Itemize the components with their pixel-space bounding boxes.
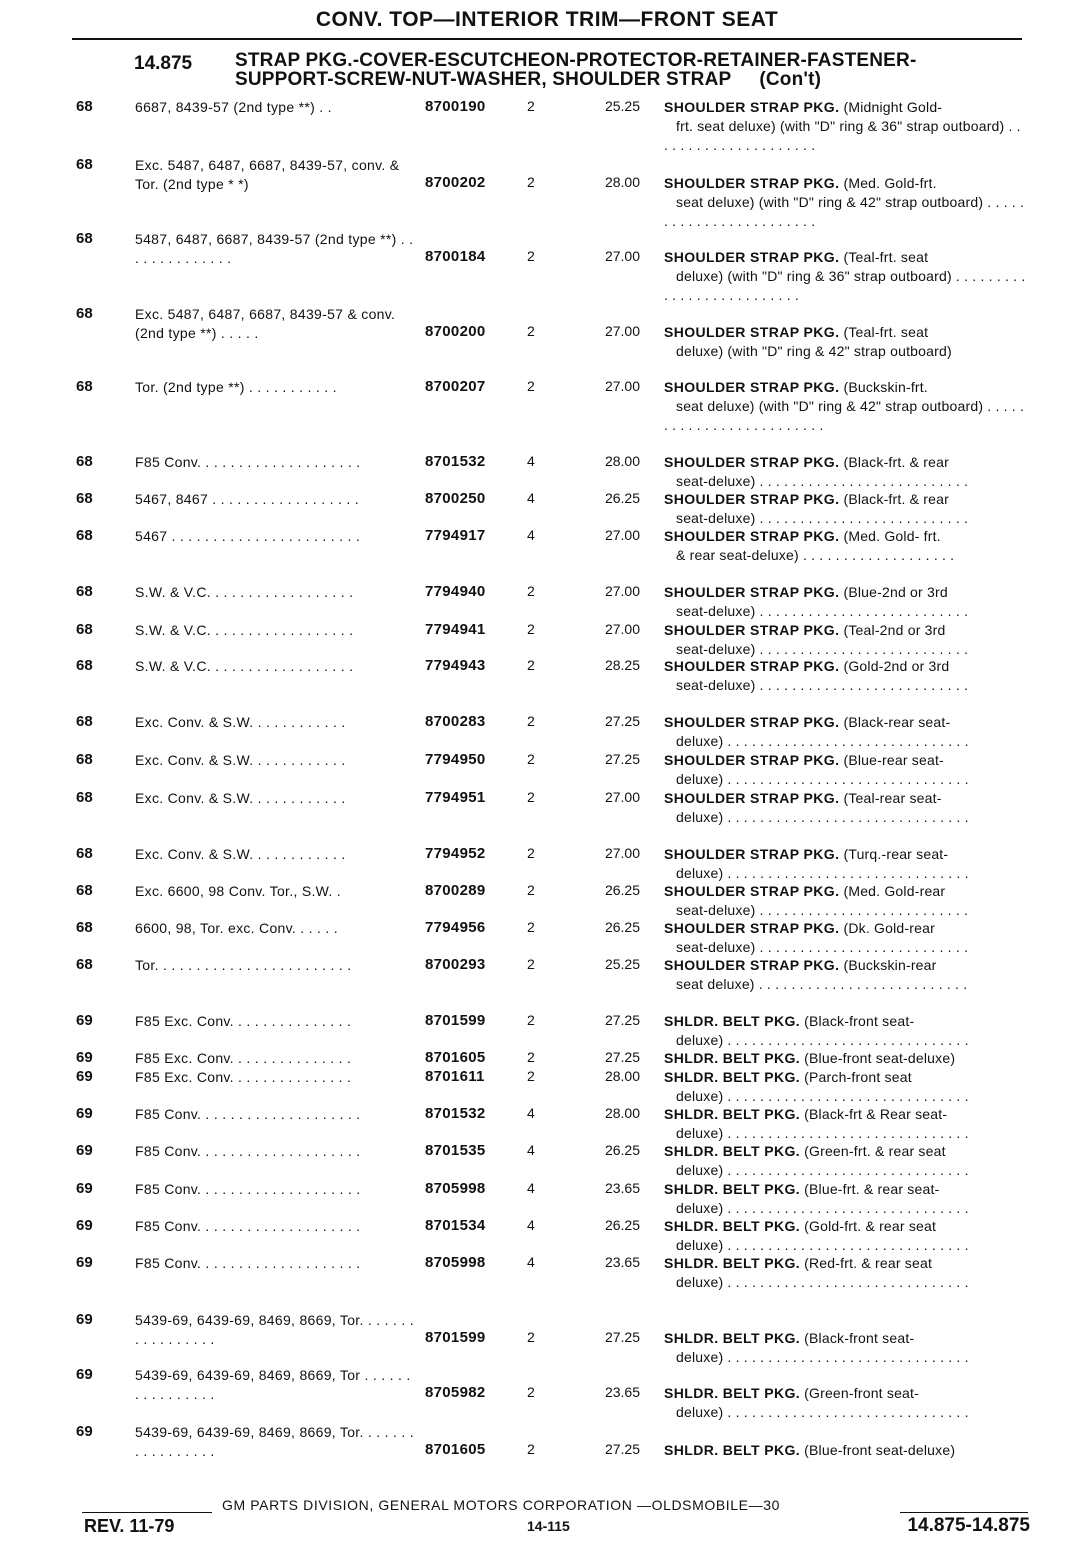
part-name: SHLDR. BELT PKG.: [664, 1255, 801, 1271]
model-applicability: F85 Conv. . . . . . . . . . . . . . . . . . . .: [135, 1255, 361, 1271]
model-applicability: S.W. & V.C. . . . . . . . . . . . . . . . . .: [135, 622, 354, 638]
quantity: 2: [527, 956, 535, 972]
model-applicability: F85 Conv. . . . . . . . . . . . . . . . . . . .: [135, 1218, 361, 1234]
table-row: [0, 789, 1092, 849]
part-number: 8705998: [425, 1254, 486, 1271]
model-year: 68: [76, 230, 93, 247]
part-description-detail: (Turq.-rear seat-: [843, 846, 949, 862]
quantity: 4: [527, 490, 535, 506]
part-number: 8700202: [425, 174, 486, 191]
price: 28.25: [604, 657, 640, 673]
price: 27.00: [604, 789, 640, 805]
part-description: [664, 1217, 1026, 1255]
price: 25.25: [604, 956, 640, 972]
model-year: 69: [76, 1254, 93, 1271]
part-name: SHLDR. BELT PKG.: [664, 1050, 801, 1066]
section-title: [235, 51, 1025, 89]
model-year: 68: [76, 713, 93, 730]
price: 27.00: [604, 845, 640, 861]
quantity: 4: [527, 1180, 535, 1196]
table-row: [0, 527, 1092, 587]
model-year: 68: [76, 453, 93, 470]
part-name: SHOULDER STRAP PKG.: [664, 883, 840, 899]
model-year: 68: [76, 657, 93, 674]
model-applicability: Exc. Conv. & S.W. . . . . . . . . . . .: [135, 846, 346, 862]
price: 27.25: [604, 1049, 640, 1065]
part-name: SHOULDER STRAP PKG.: [664, 379, 840, 395]
part-description-continuation: seat-deluxe) . . . . . . . . . . . . . . . . . . . . . . . . . .: [676, 473, 969, 489]
part-number: 8701534: [425, 1217, 486, 1234]
part-name: SHLDR. BELT PKG.: [664, 1181, 801, 1197]
model-year: 69: [76, 1012, 93, 1029]
part-description-detail: (Buckskin-rear: [843, 957, 937, 973]
part-description-continuation: deluxe) (with "D" ring & 36" strap outboard) . . . . . . . . . . . . . . . . . . . . . . . . . .: [664, 268, 1026, 303]
quantity: 2: [527, 98, 535, 114]
part-description-detail: (Midnight Gold-: [843, 99, 943, 115]
footer-rule-right: [900, 1512, 1028, 1513]
model-applicability: 5439-69, 6439-69, 8469, 8669, Tor . . . . . . . . . . . . . . . .: [135, 1367, 411, 1402]
quantity: 4: [527, 527, 535, 543]
model-applicability: 5439-69, 6439-69, 8469, 8669, Tor. . . . . . . . . . . . . . . . .: [135, 1312, 414, 1347]
part-number: 8701605: [425, 1441, 486, 1458]
section-title-line1: STRAP PKG.-COVER-ESCUTCHEON-PROTECTOR-RETAINER-FASTENER-: [235, 50, 917, 71]
part-description-detail: (Parch-front seat: [804, 1069, 912, 1085]
part-description: [664, 1441, 1026, 1460]
price: 26.25: [604, 919, 640, 935]
part-description: [664, 1254, 1026, 1292]
model-applicability: Exc. Conv. & S.W. . . . . . . . . . . .: [135, 752, 346, 768]
part-description: [664, 621, 1026, 659]
part-description: [664, 583, 1026, 621]
part-name: SHLDR. BELT PKG.: [664, 1330, 801, 1346]
part-description-continuation: frt. seat deluxe) (with "D" ring & 36" strap outboard) . . . . . . . . . . . . . . . . . . . . .: [664, 118, 1021, 153]
model-applicability: F85 Conv. . . . . . . . . . . . . . . . . . . .: [135, 1181, 361, 1197]
price: 23.65: [604, 1254, 640, 1270]
part-description-detail: (Black-rear seat-: [843, 714, 951, 730]
part-number: 8701605: [425, 1049, 486, 1066]
part-number: 8705982: [425, 1384, 486, 1401]
part-description-continuation: deluxe) . . . . . . . . . . . . . . . . . . . . . . . . . . . . . .: [676, 1237, 969, 1253]
model-year: 68: [76, 751, 93, 768]
part-name: SHOULDER STRAP PKG.: [664, 658, 840, 674]
part-description-continuation: seat-deluxe) . . . . . . . . . . . . . . . . . . . . . . . . . .: [676, 902, 969, 918]
quantity: 4: [527, 1217, 535, 1233]
page-number: 14-115: [527, 1518, 570, 1534]
part-name: SHOULDER STRAP PKG.: [664, 249, 840, 265]
part-description-detail: (Blue-frt. & rear seat-: [804, 1181, 940, 1197]
model-applicability: F85 Conv. . . . . . . . . . . . . . . . . . . .: [135, 1143, 361, 1159]
model-applicability: 6600, 98, Tor. exc. Conv. . . . . .: [135, 920, 338, 936]
price: 25.25: [604, 98, 640, 114]
part-description-detail: (Gold-2nd or 3rd: [843, 658, 950, 674]
part-number: 7794952: [425, 845, 486, 862]
table-row: [0, 98, 1092, 158]
part-number: 8701611: [425, 1068, 485, 1085]
price: 28.00: [604, 174, 640, 190]
table-row: [0, 305, 1092, 365]
table-row: [0, 1423, 1092, 1483]
quantity: 2: [527, 751, 535, 767]
part-description-continuation: seat deluxe) (with "D" ring & 42" strap outboard) . . . . . . . . . . . . . . . . . . . . . . . . .: [664, 398, 1025, 433]
price: 28.00: [604, 453, 640, 469]
section-title-line2-wrap: [235, 70, 1025, 89]
model-applicability: F85 Exc. Conv. . . . . . . . . . . . . . .: [135, 1050, 352, 1066]
part-description: [664, 956, 1026, 994]
model-applicability: Tor. (2nd type **) . . . . . . . . . . .: [135, 379, 337, 395]
part-description-continuation: seat-deluxe) . . . . . . . . . . . . . . . . . . . . . . . . . .: [676, 603, 969, 619]
model-year: 68: [76, 305, 93, 322]
part-number: 8700207: [425, 378, 486, 395]
part-description: [664, 1105, 1026, 1143]
part-description-detail: (Blue-rear seat-: [843, 752, 944, 768]
model-year: 69: [76, 1217, 93, 1234]
model-year: 68: [76, 527, 93, 544]
price: 27.00: [604, 378, 640, 394]
part-description-detail: (Black-front seat-: [804, 1013, 915, 1029]
continued-label: (Con't): [759, 69, 822, 90]
model-year: 69: [76, 1423, 93, 1440]
part-description-detail: (Blue-2nd or 3rd: [843, 584, 948, 600]
quantity: 2: [527, 713, 535, 729]
part-description: [664, 174, 1026, 231]
part-description-continuation: deluxe) (with "D" ring & 42" strap outboard): [676, 343, 952, 359]
quantity: 4: [527, 1105, 535, 1121]
model-year: 68: [76, 919, 93, 936]
part-description-continuation: seat deluxe) (with "D" ring & 42" strap outboard) . . . . . . . . . . . . . . . . . . . . . . . .: [664, 194, 1025, 229]
part-name: SHOULDER STRAP PKG.: [664, 491, 840, 507]
part-name: SHLDR. BELT PKG.: [664, 1385, 801, 1401]
part-number: 8700250: [425, 490, 486, 507]
part-description-continuation: deluxe) . . . . . . . . . . . . . . . . . . . . . . . . . . . . . .: [676, 1162, 969, 1178]
quantity: 2: [527, 845, 535, 861]
model-year: 69: [76, 1311, 93, 1328]
quantity: 2: [527, 882, 535, 898]
part-name: SHOULDER STRAP PKG.: [664, 846, 840, 862]
quantity: 2: [527, 919, 535, 935]
part-description: [664, 527, 1026, 565]
price: 27.25: [604, 1012, 640, 1028]
part-name: SHOULDER STRAP PKG.: [664, 920, 840, 936]
quantity: 2: [527, 583, 535, 599]
part-description-continuation: deluxe) . . . . . . . . . . . . . . . . . . . . . . . . . . . . . .: [676, 1032, 969, 1048]
part-description-continuation: seat-deluxe) . . . . . . . . . . . . . . . . . . . . . . . . . .: [676, 641, 969, 657]
part-name: SHOULDER STRAP PKG.: [664, 957, 840, 973]
price: 27.00: [604, 621, 640, 637]
model-applicability: F85 Exc. Conv. . . . . . . . . . . . . . .: [135, 1069, 352, 1085]
part-number: 7794951: [425, 789, 486, 806]
part-description: [664, 248, 1026, 305]
part-number: 8700283: [425, 713, 486, 730]
table-row: [0, 1311, 1092, 1371]
model-applicability: F85 Conv. . . . . . . . . . . . . . . . . . . .: [135, 1106, 361, 1122]
model-applicability: Exc. 5487, 6487, 6687, 8439-57, conv. & Tor. (2nd type * *): [135, 157, 400, 192]
part-description: [664, 1329, 1026, 1367]
model-year: 68: [76, 845, 93, 862]
price: 27.25: [604, 1329, 640, 1345]
quantity: 4: [527, 1254, 535, 1270]
model-applicability: F85 Exc. Conv. . . . . . . . . . . . . . .: [135, 1013, 352, 1029]
part-number: 7794950: [425, 751, 486, 768]
part-name: SHOULDER STRAP PKG.: [664, 752, 840, 768]
part-name: SHLDR. BELT PKG.: [664, 1442, 801, 1458]
model-year: 69: [76, 1180, 93, 1197]
part-description-detail: (Med. Gold-rear: [843, 883, 946, 899]
part-number: 8701599: [425, 1329, 486, 1346]
table-row: [0, 1254, 1092, 1314]
price: 26.25: [604, 882, 640, 898]
model-applicability: Exc. Conv. & S.W. . . . . . . . . . . .: [135, 714, 346, 730]
part-number: 8700289: [425, 882, 486, 899]
part-name: SHLDR. BELT PKG.: [664, 1069, 801, 1085]
part-description-continuation: seat-deluxe) . . . . . . . . . . . . . . . . . . . . . . . . . .: [676, 677, 969, 693]
table-row: [0, 378, 1092, 438]
part-description-continuation: deluxe) . . . . . . . . . . . . . . . . . . . . . . . . . . . . . .: [676, 733, 969, 749]
quantity: 2: [527, 378, 535, 394]
quantity: 2: [527, 1068, 535, 1084]
part-name: SHLDR. BELT PKG.: [664, 1106, 801, 1122]
part-number: 8705998: [425, 1180, 486, 1197]
table-row: [0, 956, 1092, 1016]
price: 27.25: [604, 751, 640, 767]
model-applicability: F85 Conv. . . . . . . . . . . . . . . . . . . .: [135, 454, 361, 470]
part-number: 7794943: [425, 657, 486, 674]
price: 26.25: [604, 1217, 640, 1233]
price: 26.25: [604, 490, 640, 506]
footer-rule-left: [82, 1512, 212, 1513]
part-number: 8700293: [425, 956, 486, 973]
quantity: 2: [527, 248, 535, 264]
part-number: 7794941: [425, 621, 486, 638]
price: 28.00: [604, 1105, 640, 1121]
quantity: 2: [527, 1049, 535, 1065]
price: 27.00: [604, 527, 640, 543]
part-description: [664, 1049, 1026, 1068]
part-number: 8700190: [425, 98, 486, 115]
model-year: 69: [76, 1068, 93, 1085]
model-applicability: 6687, 8439-57 (2nd type **) . .: [135, 99, 332, 115]
part-description-continuation: deluxe) . . . . . . . . . . . . . . . . . . . . . . . . . . . . . .: [676, 771, 969, 787]
part-name: SHOULDER STRAP PKG.: [664, 175, 840, 191]
part-description-continuation: deluxe) . . . . . . . . . . . . . . . . . . . . . . . . . . . . . .: [676, 1200, 969, 1216]
price: 27.00: [604, 248, 640, 264]
part-number: 8700184: [425, 248, 486, 265]
part-description-detail: (Red-frt. & rear seat: [804, 1255, 933, 1271]
part-description: [664, 882, 1026, 920]
part-description-detail: (Green-front seat-: [804, 1385, 919, 1401]
quantity: 2: [527, 789, 535, 805]
model-year: 68: [76, 490, 93, 507]
part-number: 8700200: [425, 323, 486, 340]
model-year: 68: [76, 583, 93, 600]
part-description-detail: (Black-frt & Rear seat-: [804, 1106, 948, 1122]
model-applicability: Exc. Conv. & S.W. . . . . . . . . . . .: [135, 790, 346, 806]
part-description: [664, 713, 1026, 751]
model-applicability: Tor. . . . . . . . . . . . . . . . . . . . . . . .: [135, 957, 352, 973]
page-header-title: CONV. TOP—INTERIOR TRIM—FRONT SEAT: [315, 8, 779, 31]
price: 23.65: [604, 1180, 640, 1196]
part-description: [664, 490, 1026, 528]
part-description: [664, 845, 1026, 883]
part-description: [664, 1180, 1026, 1218]
part-description-detail: (Buckskin-frt.: [843, 379, 928, 395]
part-name: SHOULDER STRAP PKG.: [664, 584, 840, 600]
part-name: SHLDR. BELT PKG.: [664, 1013, 801, 1029]
part-description-continuation: seat-deluxe) . . . . . . . . . . . . . . . . . . . . . . . . . .: [676, 510, 969, 526]
part-description: [664, 98, 1026, 155]
model-applicability: 5487, 6487, 6687, 8439-57 (2nd type **) . . . . . . . . . . . . . .: [135, 231, 414, 266]
part-number: 8701532: [425, 1105, 486, 1122]
part-description-continuation: seat-deluxe) . . . . . . . . . . . . . . . . . . . . . . . . . .: [676, 939, 969, 955]
model-applicability: Exc. 5487, 6487, 6687, 8439-57 & conv. (2nd type **) . . . . .: [135, 306, 396, 341]
part-description-continuation: deluxe) . . . . . . . . . . . . . . . . . . . . . . . . . . . . . .: [676, 865, 969, 881]
part-description-detail: (Green-frt. & rear seat: [804, 1143, 946, 1159]
part-number: 8701532: [425, 453, 486, 470]
model-year: 69: [76, 1366, 93, 1383]
part-description: [664, 1142, 1026, 1180]
price: 28.00: [604, 1068, 640, 1084]
section-number: 14.875: [134, 53, 193, 74]
part-number: 7794956: [425, 919, 486, 936]
part-description: [664, 323, 1026, 361]
part-name: SHOULDER STRAP PKG.: [664, 528, 840, 544]
model-applicability: Exc. 6600, 98 Conv. Tor., S.W. .: [135, 883, 341, 899]
part-description-continuation: deluxe) . . . . . . . . . . . . . . . . . . . . . . . . . . . . . .: [676, 809, 969, 825]
part-description-detail: (Teal-frt. seat: [843, 249, 929, 265]
part-description-detail: (Dk. Gold-rear: [843, 920, 935, 936]
price: 23.65: [604, 1384, 640, 1400]
part-name: SHOULDER STRAP PKG.: [664, 622, 840, 638]
part-description-detail: (Teal-rear seat-: [843, 790, 942, 806]
quantity: 2: [527, 1329, 535, 1345]
price: 27.00: [604, 583, 640, 599]
model-year: 68: [76, 789, 93, 806]
part-description: [664, 1384, 1026, 1422]
model-year: 68: [76, 882, 93, 899]
model-year: 68: [76, 98, 93, 115]
model-year: 68: [76, 956, 93, 973]
part-description-detail: (Teal-frt. seat: [843, 324, 929, 340]
part-description-detail: (Black-frt. & rear: [843, 454, 949, 470]
part-number: 8701599: [425, 1012, 486, 1029]
table-row: [0, 657, 1092, 717]
quantity: 2: [527, 323, 535, 339]
part-description-detail: (Black-front seat-: [804, 1330, 915, 1346]
quantity: 2: [527, 621, 535, 637]
quantity: 2: [527, 174, 535, 190]
part-description-detail: (Black-frt. & rear: [843, 491, 949, 507]
part-description-continuation: seat deluxe) . . . . . . . . . . . . . . . . . . . . . . . . . .: [676, 976, 968, 992]
part-description-detail: (Gold-frt. & rear seat: [804, 1218, 937, 1234]
part-name: SHOULDER STRAP PKG.: [664, 790, 840, 806]
group-range: 14.875-14.875: [907, 1515, 1030, 1536]
part-description-detail: (Med. Gold- frt.: [843, 528, 941, 544]
table-row: [0, 230, 1092, 303]
model-applicability: 5467, 8467 . . . . . . . . . . . . . . . . . .: [135, 491, 359, 507]
model-applicability: 5439-69, 6439-69, 8469, 8669, Tor. . . . . . . . . . . . . . . . .: [135, 1424, 414, 1459]
part-description-continuation: deluxe) . . . . . . . . . . . . . . . . . . . . . . . . . . . . . .: [676, 1088, 969, 1104]
price: 27.00: [604, 323, 640, 339]
quantity: 4: [527, 1142, 535, 1158]
quantity: 2: [527, 1384, 535, 1400]
part-number: 8701535: [425, 1142, 486, 1159]
part-name: SHLDR. BELT PKG.: [664, 1143, 801, 1159]
revision-label: REV. 11-79: [84, 1516, 175, 1536]
part-description: [664, 453, 1026, 491]
part-description-continuation: deluxe) . . . . . . . . . . . . . . . . . . . . . . . . . . . . . .: [676, 1125, 969, 1141]
quantity: 2: [527, 1012, 535, 1028]
part-name: SHOULDER STRAP PKG.: [664, 714, 840, 730]
model-year: 68: [76, 378, 93, 395]
part-description-continuation: deluxe) . . . . . . . . . . . . . . . . . . . . . . . . . . . . . .: [676, 1349, 969, 1365]
part-description-continuation: deluxe) . . . . . . . . . . . . . . . . . . . . . . . . . . . . . .: [676, 1274, 969, 1290]
part-name: SHOULDER STRAP PKG.: [664, 454, 840, 470]
model-year: 69: [76, 1105, 93, 1122]
part-description: [664, 789, 1026, 827]
part-description: [664, 1068, 1026, 1106]
part-name: SHLDR. BELT PKG.: [664, 1218, 801, 1234]
quantity: 2: [527, 1441, 535, 1457]
section-title-line2: SUPPORT-SCREW-NUT-WASHER, SHOULDER STRAP: [235, 69, 732, 90]
part-number: 7794940: [425, 583, 486, 600]
part-number: 7794917: [425, 527, 486, 544]
part-description-detail: (Teal-2nd or 3rd: [843, 622, 946, 638]
header-rule: [72, 38, 1022, 40]
part-description-detail: (Med. Gold-frt.: [843, 175, 937, 191]
part-description: [664, 378, 1026, 435]
part-name: SHOULDER STRAP PKG.: [664, 324, 840, 340]
footer-publisher: GM PARTS DIVISION, GENERAL MOTORS CORPORATION —OLDSMOBILE—30: [222, 1497, 780, 1513]
table-row: [0, 1366, 1092, 1426]
model-applicability: 5467 . . . . . . . . . . . . . . . . . . . . . . .: [135, 528, 361, 544]
model-applicability: S.W. & V.C. . . . . . . . . . . . . . . . . .: [135, 584, 354, 600]
model-year: 69: [76, 1049, 93, 1066]
quantity: 2: [527, 657, 535, 673]
quantity: 4: [527, 453, 535, 469]
table-row: [0, 156, 1092, 229]
model-applicability: S.W. & V.C. . . . . . . . . . . . . . . . . .: [135, 658, 354, 674]
part-description-detail: (Blue-front seat-deluxe): [804, 1442, 956, 1458]
model-year: 68: [76, 156, 93, 173]
part-description: [664, 1012, 1026, 1050]
part-description-continuation: deluxe) . . . . . . . . . . . . . . . . . . . . . . . . . . . . . .: [676, 1404, 969, 1420]
model-year: 68: [76, 621, 93, 638]
model-year: 69: [76, 1142, 93, 1159]
price: 26.25: [604, 1142, 640, 1158]
price: 27.25: [604, 1441, 640, 1457]
part-description: [664, 919, 1026, 957]
part-description: [664, 751, 1026, 789]
part-description: [664, 657, 1026, 695]
part-name: SHOULDER STRAP PKG.: [664, 99, 840, 115]
price: 27.25: [604, 713, 640, 729]
part-description-continuation: & rear seat-deluxe) . . . . . . . . . . . . . . . . . . .: [676, 547, 955, 563]
part-description-detail: (Blue-front seat-deluxe): [804, 1050, 956, 1066]
